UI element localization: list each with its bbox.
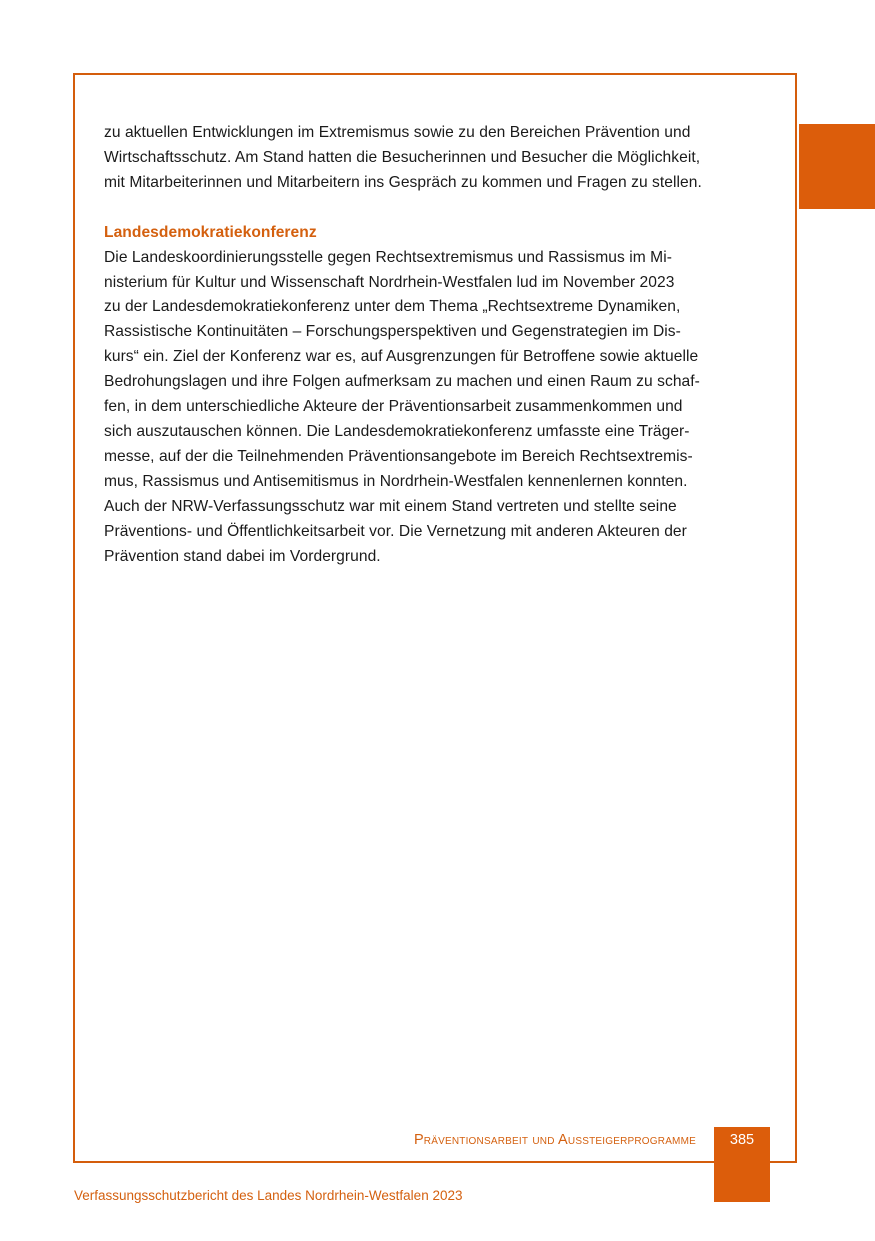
intro-paragraph <box>104 121 776 196</box>
text-line: Die Landeskoordinierungsstelle gegen Rechtsextremismus und Rassismus im Mi- <box>104 248 672 266</box>
text-line: sich auszutauschen können. Die Landesdemokratiekonferenz umfasste eine Träger- <box>104 422 690 440</box>
text-line: Auch der NRW-Verfassungsschutz war mit einem Stand vertreten und stellte seine <box>104 497 677 515</box>
main-content <box>104 121 776 569</box>
text-line: mit Mitarbeiterinnen und Mitarbeitern ins Gespräch zu kommen und Fragen zu stellen. <box>104 173 702 191</box>
page-number-box <box>714 1127 770 1202</box>
text-line: zu aktuellen Entwicklungen im Extremismus sowie zu den Bereichen Prävention und <box>104 124 691 141</box>
text-line: zu der Landesdemokratiekonferenz unter dem Thema „Rechtsextreme Dynamiken, <box>104 298 681 316</box>
text-line: fen, in dem unterschiedliche Akteure der Präventionsarbeit zusammenkommen und <box>104 398 683 416</box>
text-line: Prävention stand dabei im Vordergrund. <box>104 547 381 565</box>
text-line: messe, auf der die Teilnehmenden Präventionsangebote im Bereich Rechtsextremis- <box>104 447 693 465</box>
text-line: mus, Rassismus und Antisemitismus in Nordrhein-Westfalen kennenlernen konnten. <box>104 472 688 490</box>
chapter-side-tab <box>799 124 875 209</box>
text-line: Wirtschaftsschutz. Am Stand hatten die Besucherinnen und Besucher die Möglichkeit, <box>104 148 701 166</box>
page-number: 385 <box>729 1132 755 1148</box>
footer-publication-title: Verfassungsschutzbericht des Landes Nordrhein-Westfalen 2023 <box>74 1188 463 1203</box>
text-line: Präventions- und Öffentlichkeitsarbeit vor. Die Vernetzung mit anderen Akteuren der <box>104 522 687 540</box>
running-head: Präventionsarbeit und Aussteigerprogramme <box>413 1132 696 1148</box>
text-line: Bedrohungslagen und ihre Folgen aufmerksam zu machen und einen Raum zu schaf- <box>104 373 700 391</box>
text-line: kurs“ ein. Ziel der Konferenz war es, auf Ausgrenzungen für Betroffene sowie aktuelle <box>104 348 699 366</box>
section-paragraph <box>104 246 776 570</box>
text-line: nisterium für Kultur und Wissenschaft Nordrhein-Westfalen lud im November 2023 <box>104 273 675 291</box>
section-heading: Landesdemokratiekonferenz <box>104 223 317 241</box>
text-line: Rassistische Kontinuitäten – Forschungsperspektiven und Gegenstrategien im Dis- <box>104 323 681 341</box>
